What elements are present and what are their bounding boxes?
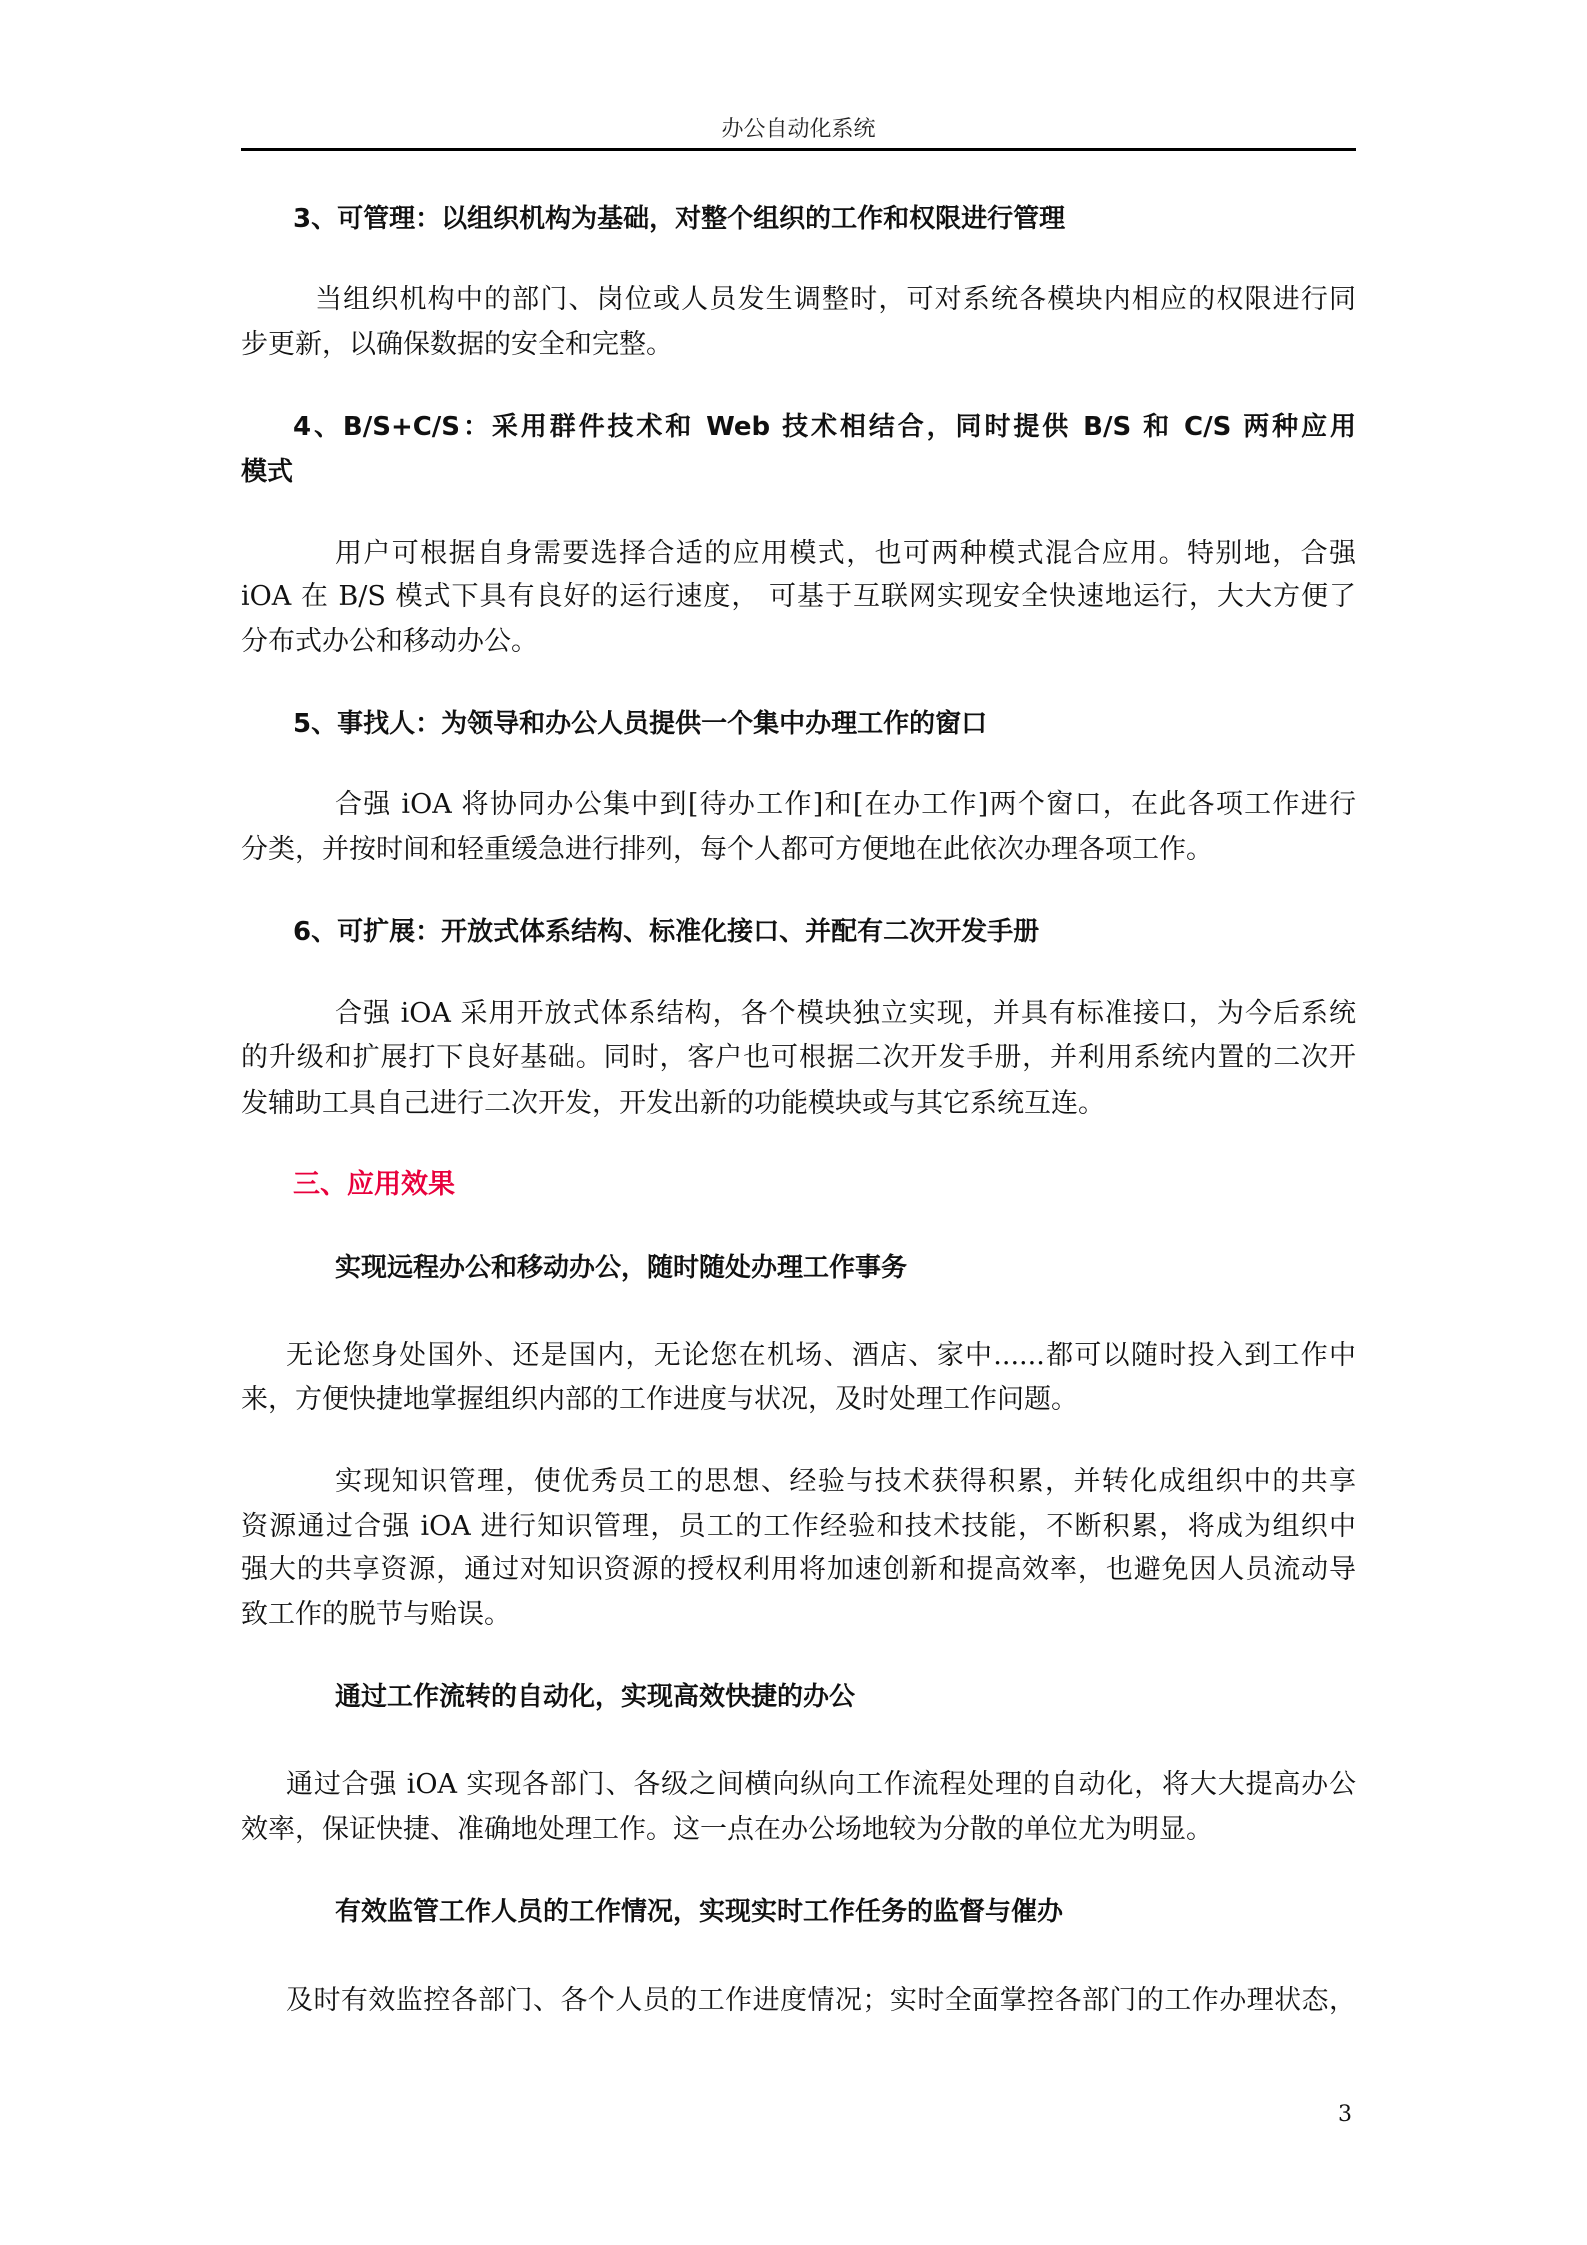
paragraph-line: 的升级和扩展打下良好基础。同时，客户也可根据二次开发手册，并利用系统内置的二次开 [241,1042,1356,1073]
paragraph-line: 合强 iOA 将协同办公集中到[待办工作]和[在办工作]两个窗口，在此各项工作进行 [335,789,1356,820]
subheading-remote-office: 实现远程办公和移动办公，随时随处办理工作事务 [335,1253,908,1283]
heading-extensible: 6、可扩展：开放式体系结构、标准化接口、并配有二次开发手册 [293,917,1040,947]
paragraph-line: 步更新，以确保数据的安全和完整。 [241,329,673,360]
header-rule [241,148,1356,151]
section-heading-effects: 三、应用效果 [293,1169,455,1200]
subheading-supervision: 有效监管工作人员的工作情况，实现实时工作任务的监督与催办 [335,1897,1064,1927]
paragraph-line: 及时有效监控各部门、各个人员的工作进度情况；实时全面掌控各部门的工作办理状态， [286,1985,1356,2016]
paragraph-line: 效率，保证快捷、准确地处理工作。这一点在办公场地较为分散的单位尤为明显。 [241,1814,1213,1845]
paragraph-line: 致工作的脱节与贻误。 [241,1599,511,1630]
paragraph-line: 实现知识管理，使优秀员工的思想、经验与技术获得积累，并转化成组织中的共享 [335,1466,1356,1497]
paragraph-line: 合强 iOA 采用开放式体系结构，各个模块独立实现，并具有标准接口，为今后系统 [335,998,1356,1029]
paragraph-line: 无论您身处国外、还是国内，无论您在机场、酒店、家中......都可以随时投入到工作中 [286,1340,1356,1371]
paragraph-line: 分布式办公和移动办公。 [241,626,538,657]
paragraph-line: 分类，并按时间和轻重缓急进行排列，每个人都可方便地在此依次办理各项工作。 [241,834,1213,865]
paragraph-line: 用户可根据自身需要选择合适的应用模式，也可两种模式混合应用。特别地，合强 [335,538,1356,569]
paragraph-line: 通过合强 iOA 实现各部门、各级之间横向纵向工作流程处理的自动化，将大大提高办公 [286,1769,1356,1800]
subheading-workflow-automation: 通过工作流转的自动化，实现高效快捷的办公 [335,1682,856,1712]
heading-bs-cs-cont: 模式 [241,457,294,487]
paragraph-line: 来，方便快捷地掌握组织内部的工作进度与状况，及时处理工作问题。 [241,1384,1078,1415]
paragraph-line: 资源通过合强 iOA 进行知识管理，员工的工作经验和技术技能，不断积累，将成为组织中 [241,1511,1356,1542]
paragraph-line: 当组织机构中的部门、岗位或人员发生调整时，可对系统各模块内相应的权限进行同 [315,284,1356,315]
paragraph-line: 强大的共享资源，通过对知识资源的授权利用将加速创新和提高效率，也避免因人员流动导 [241,1554,1356,1585]
heading-bs-cs: 4、B/S+C/S：采用群件技术和 Web 技术相结合，同时提供 B/S 和 C/S 两种应用 [293,412,1356,442]
page-number: 3 [1338,2102,1352,2127]
heading-task-finds-person: 5、事找人：为领导和办公人员提供一个集中办理工作的窗口 [293,709,988,739]
heading-manageable: 3、可管理：以组织机构为基础，对整个组织的工作和权限进行管理 [293,204,1066,234]
page-header-title: 办公自动化系统 [721,117,876,142]
paragraph-line: 发辅助工具自己进行二次开发，开发出新的功能模块或与其它系统互连。 [241,1088,1105,1119]
paragraph-line: iOA 在 B/S 模式下具有良好的运行速度， 可基于互联网实现安全快速地运行，大大方便了 [241,581,1356,612]
